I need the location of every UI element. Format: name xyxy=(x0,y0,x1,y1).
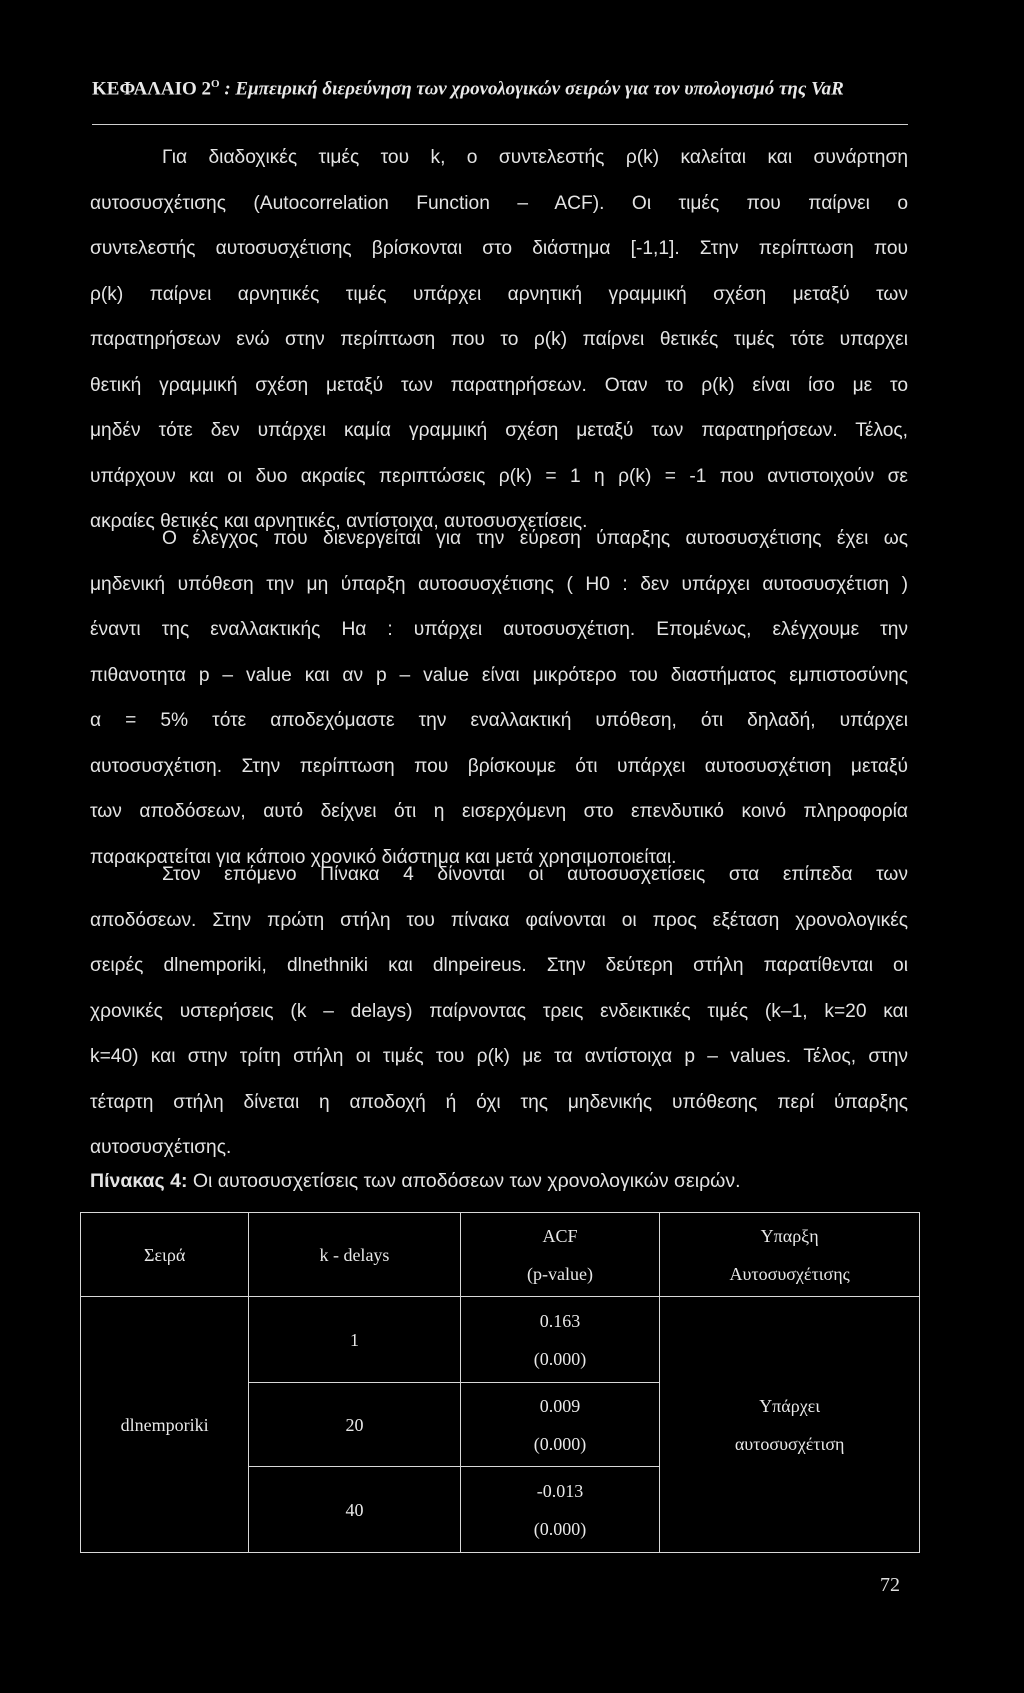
cell-series-name: dlnemporiki xyxy=(81,1297,249,1553)
page-header xyxy=(92,78,912,100)
table-caption-text: Οι αυτοσυσχετίσεις των αποδόσεων των χρονολογικών σειρών. xyxy=(187,1170,741,1192)
header-delays: k - delays xyxy=(249,1213,460,1297)
chapter-title: : Εμπειρική διερεύνηση των χρονολογικών σειρών για τον υπολογισμό της VaR xyxy=(219,78,844,100)
chapter-label: ΚΕΦΑΛΑΙΟ 2 xyxy=(92,78,212,100)
header-existence: Υπαρξη Αυτοσυσχέτισης xyxy=(660,1213,920,1297)
header-series: Σειρά xyxy=(81,1213,249,1297)
cell-acf: 0.163 (0.000) xyxy=(460,1297,660,1383)
paragraph-2 xyxy=(90,516,908,880)
text-line: α = 5% τότε αποδεχόμαστε την εναλλακτική υπόθεση, ότι δηλαδή, υπάρχει xyxy=(90,710,908,731)
text-line: ακραίες θετικές και αρνητικές, αντίστοιχα, αυτοσυσχετίσεις. xyxy=(90,511,588,532)
autocorrelation-table xyxy=(80,1212,920,1553)
page-number: 72 xyxy=(880,1574,900,1596)
text-line: παρακρατείται για κάποιο χρονικό διάστημα και μετά χρησιμοποιείται. xyxy=(90,846,677,868)
table-row xyxy=(81,1297,920,1383)
table-header-row xyxy=(81,1213,920,1297)
paragraph-3 xyxy=(90,852,908,1171)
paragraph-1 xyxy=(90,135,908,545)
text-line: μηδενική υπόθεση την μη ύπαρξη αυτοσυσχέτισης ( H0 : δεν υπάρχει αυτοσυσχέτιση ) xyxy=(90,573,908,595)
text-line: αυτοσυσχέτισης (Autocorrelation Function – ACF). Οι τιμές που παίρνει ο xyxy=(90,192,908,214)
text-line: χρονικές υστερήσεις (k – delays) παίρνοντας τρεις ενδεικτικές τιμές (k–1, k=20 και xyxy=(90,1000,908,1022)
text-line: τέταρτη στήλη δίνεται η αποδοχή ή όχι της μηδενικής υπόθεσης περί ύπαρξης xyxy=(90,1091,908,1113)
cell-k: 40 xyxy=(249,1467,460,1553)
text-line: αποδόσεων. Στην πρώτη στήλη του πίνακα φαίνονται οι προς εξέταση χρονολογικές xyxy=(90,909,908,931)
text-line: Για διαδοχικές τιμές του k, ο συντελεστής ρ(k) καλείται και συνάρτηση xyxy=(162,147,908,168)
text-line: πιθανοτητα p – value και αν p – value είναι μικρότερο του διαστήματος εμπιστοσύνης xyxy=(90,664,908,686)
text-line: αυτοσυσχέτιση. Στην περίπτωση που βρίσκουμε ότι υπάρχει αυτοσυσχέτιση μεταξύ xyxy=(90,755,908,777)
header-rule xyxy=(92,124,908,125)
text-line: Στον επόμενο Πίνακα 4 δίνονται οι αυτοσυσχετίσεις στα επίπεδα των xyxy=(162,864,908,885)
cell-acf: 0.009 (0.000) xyxy=(460,1383,660,1467)
text-line: αυτοσυσχέτισης. xyxy=(90,1137,232,1158)
text-line: θετική γραμμική σχέση μεταξύ των παρατηρήσεων. Οταν το ρ(k) είναι ίσο με το xyxy=(90,374,908,396)
cell-k: 20 xyxy=(249,1383,460,1467)
text-line: μηδέν τότε δεν υπάρχει καμία γραμμική σχέση μεταξύ των παρατηρήσεων. Τέλος, xyxy=(90,420,908,441)
table-caption-label: Πίνακας 4: xyxy=(90,1170,188,1192)
text-line: σειρές dlnemporiki, dlnethniki και dlnpeireus. Στην δεύτερη στήλη παρατίθενται οι xyxy=(90,955,908,976)
cell-existence: Υπάρχει αυτοσυσχέτιση xyxy=(660,1297,920,1553)
text-line: παρατηρήσεων ενώ στην περίπτωση που το ρ(k) παίρνει θετικές τιμές τότε υπαρχει xyxy=(90,329,908,350)
text-line: των αποδόσεων, αυτό δείχνει ότι η εισερχόμενη στο επενδυτικό κοινό πληροφορία xyxy=(90,801,908,822)
text-line: Ο έλεγχος που διενεργείται για την εύρεση ύπαρξης αυτοσυσχέτισης έχει ως xyxy=(162,528,908,549)
text-line: ρ(k) παίρνει αρνητικές τιμές υπάρχει αρνητική γραμμική σχέση μεταξύ των xyxy=(90,283,908,305)
text-line: έναντι της εναλλακτικής Hα : υπάρχει αυτοσυσχέτιση. Επομένως, ελέγχουμε την xyxy=(90,619,908,640)
text-line: υπάρχουν και οι δυο ακραίες περιπτώσεις ρ(k) = 1 η ρ(k) = -1 που αντιστοιχούν σε xyxy=(90,465,908,487)
cell-k: 1 xyxy=(249,1297,460,1383)
chapter-superscript: Ο xyxy=(211,78,220,90)
header-acf: ACF (p-value) xyxy=(460,1213,660,1297)
text-line: k=40) και στην τρίτη στήλη οι τιμές του ρ(k) με τα αντίστοιχα p – values. Τέλος, στην xyxy=(90,1046,908,1067)
cell-acf: -0.013 (0.000) xyxy=(460,1467,660,1553)
table-caption xyxy=(90,1170,910,1193)
text-line: συντελεστής αυτοσυσχέτισης βρίσκονται στο διάστημα [-1,1]. Στην περίπτωση που xyxy=(90,238,908,259)
